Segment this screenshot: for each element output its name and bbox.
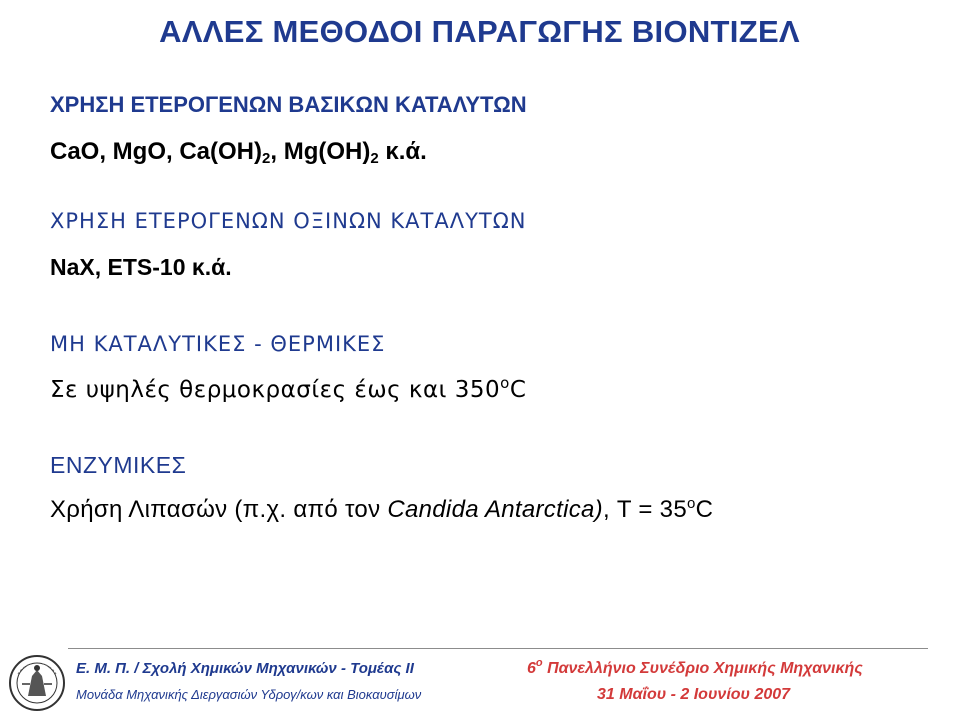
- university-seal-icon: [8, 654, 66, 712]
- footer-institution: Ε. Μ. Π. / Σχολή Χημικών Μηχανικών - Τομέας ΙΙ: [76, 660, 414, 677]
- section-heading-acid-catalysts: ΧΡΗΣΗ ΕΤΕΡΟΓΕΝΩΝ ΟΞΙΝΩΝ ΚΑΤΑΛΥΤΩΝ: [50, 209, 527, 233]
- section-heading-basic-catalysts: ΧΡΗΣΗ ΕΤΕΡΟΓΕΝΩΝ ΒΑΣΙΚΩΝ ΚΑΤΑΛΥΤΩΝ: [50, 92, 527, 117]
- section-heading-enzymatic: ΕΝΖΥΜΙΚΕΣ: [50, 452, 187, 478]
- page-title: ΑΛΛΕΣ ΜΕΘΟΔΟΙ ΠΑΡΑΓΩΓΗΣ ΒΙΟΝΤΙΖΕΛ: [159, 14, 800, 49]
- section-line-basic-catalysts: CaO, MgO, $Ca(OH)_2$, $Mg(OH)_2$ κ.ά.: [50, 138, 427, 167]
- footer-conference: $6^o$ Πανελλήνιο Συνέδριο Χημικής Μηχανικής: [527, 657, 863, 677]
- footer-unit: Μονάδα Μηχανικής Διεργασιών Υδρογ/κων και Βιοκαυσίμων: [76, 687, 422, 702]
- section-heading-thermal: ΜΗ ΚΑΤΑΛΥΤΙΚΕΣ - ΘΕΡΜΙΚΕΣ: [50, 332, 386, 356]
- section-line-enzymatic: Χρήση Λιπασών (π.χ. από τον Candida Antarctica), $T = 35^oC$: [50, 495, 714, 523]
- section-line-thermal: Σε υψηλές θερμοκρασίες έως και $350^oC$: [50, 374, 527, 403]
- footer-divider: [68, 648, 928, 649]
- footer-dates: 31 Μαΐου - 2 Ιουνίου 2007: [597, 686, 791, 703]
- section-line-acid-catalysts: NaX, ETS-10 κ.ά.: [50, 254, 232, 280]
